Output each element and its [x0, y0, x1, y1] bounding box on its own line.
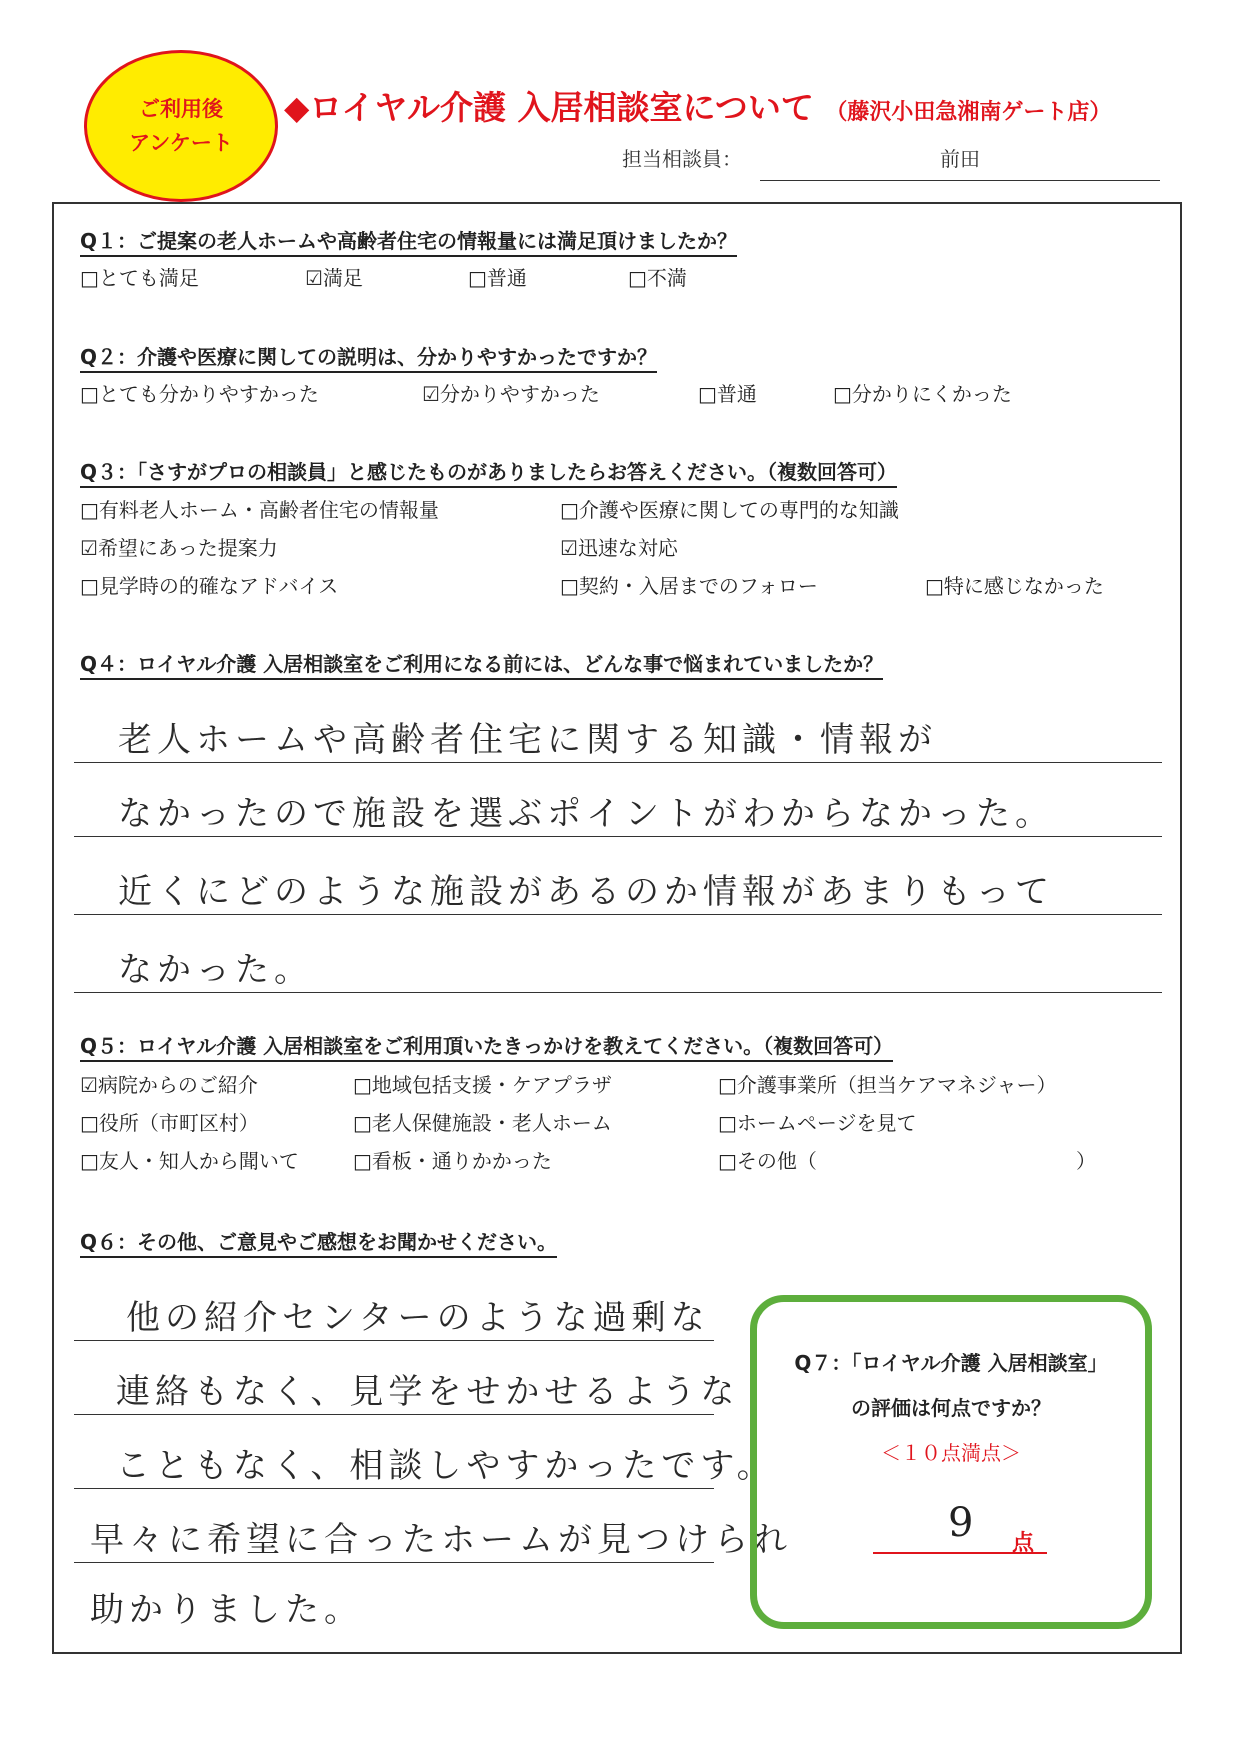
after-use-survey-badge: [84, 50, 278, 202]
q5-option-2[interactable]: [353, 1072, 612, 1098]
q3-option-1[interactable]: [80, 497, 439, 523]
staff-underline: [760, 180, 1160, 181]
q1-option-1-checkbox[interactable]: □: [80, 266, 99, 290]
q5-option-6-label: ホームページを見て: [736, 1111, 917, 1135]
badge-line-2: アンケート: [129, 131, 233, 155]
q7-question-line-1: Q７：「ロイヤル介護 入居相談室」: [794, 1351, 1108, 1375]
q1-option-3-checkbox[interactable]: □: [468, 266, 487, 290]
q3-option-7-checkbox[interactable]: □: [925, 574, 944, 598]
q5-option-2-checkbox[interactable]: □: [353, 1073, 372, 1097]
q3-option-4[interactable]: [560, 535, 678, 561]
q3-option-5-checkbox[interactable]: □: [80, 574, 99, 598]
q4-answer-line-3: 近くにどのような施設があるのか情報があまりもって: [118, 872, 1054, 912]
q2-option-3-label: 普通: [716, 382, 757, 406]
q5-question: Q５：ロイヤル介護 入居相談室をご利用頂いたきっかけを教えてください。（複数回答可）: [80, 1033, 893, 1062]
title-store: （藤沢小田急湘南ゲート店）: [825, 100, 1112, 125]
q5-option-8[interactable]: [353, 1148, 552, 1174]
q1-option-4-label: 不満: [646, 266, 687, 290]
q5-option-9[interactable]: [718, 1148, 817, 1174]
q1-option-4[interactable]: [628, 265, 687, 291]
q7-score-value[interactable]: 9: [948, 1500, 974, 1546]
q5-option-7-checkbox[interactable]: □: [80, 1149, 99, 1173]
q2-option-1[interactable]: [80, 381, 319, 407]
q3-option-5-label: 見学時の的確なアドバイス: [98, 574, 339, 598]
q2-option-2[interactable]: [422, 381, 600, 407]
q2-question: Q２：介護や医療に関しての説明は、分かりやすかったですか？: [80, 344, 657, 373]
q1-option-1-label: とても満足: [98, 266, 199, 290]
q6-answer-line-1: 他の紹介センターのような過剰な: [126, 1298, 710, 1338]
q3-option-2[interactable]: [560, 497, 899, 523]
q1-option-2-checkbox[interactable]: ☑: [305, 266, 323, 290]
q6-answer-line-5: 助かりました。: [90, 1590, 363, 1630]
q3-option-2-label: 介護や医療に関しての専門的な知識: [578, 498, 899, 522]
q2-option-4-label: 分かりにくかった: [851, 382, 1012, 406]
q3-option-6-checkbox[interactable]: □: [560, 574, 579, 598]
q3-option-1-checkbox[interactable]: □: [80, 498, 99, 522]
staff-label: 担当相談員：: [622, 147, 742, 171]
q1-option-2[interactable]: [305, 265, 363, 291]
q3-option-3[interactable]: [80, 535, 278, 561]
q3-option-4-label: 迅速な対応: [577, 536, 678, 560]
q2-option-4[interactable]: [833, 381, 1012, 407]
q5-option-3[interactable]: [718, 1072, 1057, 1098]
q5-option-5-label: 老人保健施設・老人ホーム: [371, 1111, 612, 1135]
q5-option-3-checkbox[interactable]: □: [718, 1073, 737, 1097]
q2-option-1-checkbox[interactable]: □: [80, 382, 99, 406]
q3-option-7[interactable]: [925, 573, 1104, 599]
q5-option-9-checkbox[interactable]: □: [718, 1149, 737, 1173]
q5-option-5[interactable]: [353, 1110, 612, 1136]
q3-option-1-label: 有料老人ホーム・高齢者住宅の情報量: [98, 498, 439, 522]
q5-option-4-checkbox[interactable]: □: [80, 1111, 99, 1135]
q7-score-unit: 点: [1012, 1531, 1035, 1556]
q3-option-7-label: 特に感じなかった: [943, 574, 1104, 598]
q4-question: Q４：ロイヤル介護 入居相談室をご利用になる前には、どんな事で悩まれていましたか？: [80, 651, 883, 680]
q1-option-3-label: 普通: [486, 266, 527, 290]
q1-option-3[interactable]: [468, 265, 527, 291]
q6-question: Q６：その他、ご意見やご感想をお聞かせください。: [80, 1229, 557, 1258]
q6-rule-2: [74, 1414, 714, 1415]
q7-max-note: ＜１０点満点＞: [881, 1441, 1021, 1465]
q7-question-line-2: の評価は何点ですか？: [851, 1396, 1051, 1420]
q5-option-4[interactable]: [80, 1110, 259, 1136]
q5-option-3-label: 介護事業所（担当ケアマネジャー）: [736, 1073, 1057, 1097]
q5-option-6[interactable]: [718, 1110, 917, 1136]
q5-option-7[interactable]: [80, 1148, 299, 1174]
q5-option-1-label: 病院からのご紹介: [97, 1073, 258, 1097]
q5-option-1[interactable]: [80, 1072, 258, 1098]
q3-question: Q３：「さすがプロの相談員」と感じたものがありましたらお答えください。（複数回答可）: [80, 459, 897, 488]
q4-answer-line-4: なかった。: [118, 950, 313, 990]
q4-rule-4: [74, 992, 1162, 993]
q6-answer-line-2: 連絡もなく、見学をせかせるような: [116, 1372, 740, 1412]
q3-option-6[interactable]: [560, 573, 818, 599]
q2-option-2-label: 分かりやすかった: [439, 382, 600, 406]
q3-option-5[interactable]: [80, 573, 338, 599]
q4-rule-1: [74, 762, 1162, 763]
q5-other-close-paren: ）: [1076, 1149, 1096, 1173]
q5-option-9-label: その他（: [736, 1149, 817, 1173]
q2-option-1-label: とても分かりやすかった: [98, 382, 319, 406]
q4-rule-2: [74, 836, 1162, 837]
q6-answer-line-3: こともなく、相談しやすかったです。: [116, 1446, 776, 1486]
q6-answer-line-4: 早々に希望に合ったホームが見つけられ: [90, 1520, 792, 1560]
q5-option-4-label: 役所（市町区村）: [98, 1111, 259, 1135]
q1-option-2-label: 満足: [322, 266, 363, 290]
staff-name: 前田: [940, 147, 980, 171]
q2-option-3-checkbox[interactable]: □: [698, 382, 717, 406]
q7-score-underline: [873, 1552, 1047, 1554]
q4-rule-3: [74, 914, 1162, 915]
q3-option-4-checkbox[interactable]: ☑: [560, 536, 578, 560]
title-main: ◆ロイヤル介護 入居相談室について: [284, 88, 814, 127]
q5-option-6-checkbox[interactable]: □: [718, 1111, 737, 1135]
q6-rule-1: [74, 1340, 714, 1341]
q2-option-2-checkbox[interactable]: ☑: [422, 382, 440, 406]
q5-option-8-label: 看板・通りかかった: [371, 1149, 552, 1173]
q4-answer-line-1: 老人ホームや高齢者住宅に関する知識・情報が: [118, 720, 937, 760]
q2-option-3[interactable]: [698, 381, 757, 407]
q3-option-6-label: 契約・入居までのフォロー: [578, 574, 818, 598]
q2-option-4-checkbox[interactable]: □: [833, 382, 852, 406]
q5-option-8-checkbox[interactable]: □: [353, 1149, 372, 1173]
badge-line-1: ご利用後: [139, 97, 223, 121]
q5-option-5-checkbox[interactable]: □: [353, 1111, 372, 1135]
q5-option-1-checkbox[interactable]: ☑: [80, 1073, 98, 1097]
q1-question: Q１：ご提案の老人ホームや高齢者住宅の情報量には満足頂けましたか？: [80, 228, 737, 257]
page-title: [284, 82, 1111, 129]
q3-option-3-checkbox[interactable]: ☑: [80, 536, 98, 560]
q3-option-2-checkbox[interactable]: □: [560, 498, 579, 522]
q3-option-3-label: 希望にあった提案力: [97, 536, 278, 560]
q5-option-7-label: 友人・知人から聞いて: [98, 1149, 299, 1173]
q6-rule-4: [74, 1562, 714, 1563]
q1-option-1[interactable]: [80, 265, 199, 291]
q1-option-4-checkbox[interactable]: □: [628, 266, 647, 290]
q4-answer-line-2: なかったので施設を選ぶポイントがわからなかった。: [118, 794, 1054, 834]
q5-option-2-label: 地域包括支援・ケアプラザ: [371, 1073, 612, 1097]
q6-rule-3: [74, 1488, 714, 1489]
